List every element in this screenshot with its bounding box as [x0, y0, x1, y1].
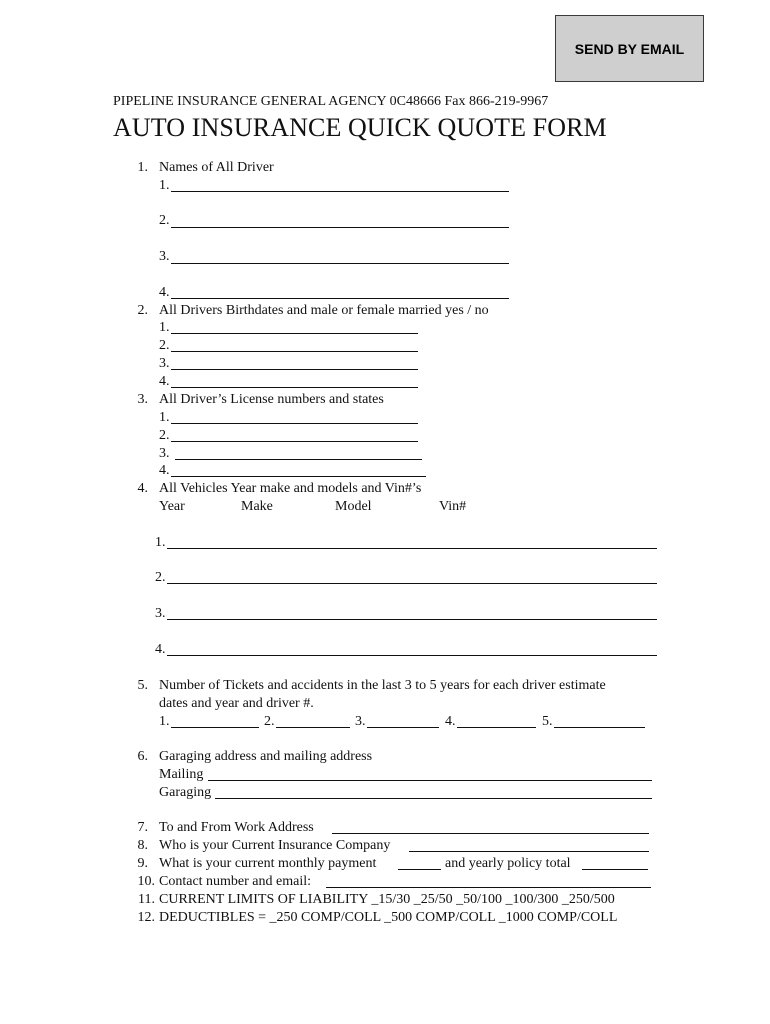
vehicle-field-3[interactable]: [167, 619, 657, 620]
item-label-yearly: and yearly policy total: [445, 856, 571, 871]
garaging-address-field[interactable]: [215, 798, 652, 799]
col-model: Model: [335, 499, 372, 514]
driver-name-field-2[interactable]: [171, 227, 509, 228]
vehicle-field-1[interactable]: [167, 548, 657, 549]
item-label-contact: Contact number and email:: [159, 874, 312, 889]
item-label-tickets-cont: dates and year and driver #.: [159, 696, 314, 711]
driver-name-label-2: 2.: [159, 213, 170, 228]
work-address-field[interactable]: [332, 833, 649, 834]
driver-name-field-1[interactable]: [171, 191, 509, 192]
license-field-1[interactable]: [171, 423, 418, 424]
license-label-4: 4.: [159, 463, 170, 478]
mailing-address-field[interactable]: [208, 780, 652, 781]
current-insurer-field[interactable]: [409, 851, 649, 852]
item-number: 8.: [137, 838, 148, 853]
vehicle-field-4[interactable]: [167, 655, 657, 656]
item-number: 11.: [138, 892, 155, 907]
item-number: 7.: [137, 820, 148, 835]
birthdate-field-3[interactable]: [171, 369, 418, 370]
item-label-address: Garaging address and mailing address: [159, 749, 373, 764]
ticket-label-1: 1.: [159, 714, 170, 729]
yearly-total-field[interactable]: [582, 869, 648, 870]
send-by-email-button[interactable]: SEND BY EMAIL: [555, 15, 704, 82]
license-label-3: 3.: [159, 446, 170, 461]
ticket-field-4[interactable]: [457, 727, 536, 728]
ticket-label-2: 2.: [264, 714, 275, 729]
mailing-label: Mailing: [159, 767, 204, 782]
item-label-vehicles: All Vehicles Year make and models and Vin#’s: [159, 481, 422, 496]
ticket-field-3[interactable]: [367, 727, 439, 728]
item-label-birthdates: All Drivers Birthdates and male or female married yes / no: [159, 303, 489, 318]
item-label-work-address: To and From Work Address: [159, 820, 314, 835]
item-label-tickets: Number of Tickets and accidents in the last 3 to 5 years for each driver estimate: [159, 678, 606, 693]
item-label-names: Names of All Driver: [159, 160, 274, 175]
birthdate-field-2[interactable]: [171, 351, 418, 352]
item-number: 4.: [137, 481, 148, 496]
item-number: 2.: [137, 303, 148, 318]
ticket-label-3: 3.: [355, 714, 366, 729]
item-label-license: All Driver’s License numbers and states: [159, 392, 384, 407]
driver-name-label-3: 3.: [159, 249, 170, 264]
vehicle-label-2: 2.: [155, 570, 166, 585]
item-number: 9.: [137, 856, 148, 871]
ticket-field-1[interactable]: [171, 727, 259, 728]
ticket-label-5: 5.: [542, 714, 553, 729]
birthdate-field-1[interactable]: [171, 333, 418, 334]
col-make: Make: [241, 499, 273, 514]
driver-name-label-4: 4.: [159, 285, 170, 300]
item-number: 5.: [137, 678, 148, 693]
birthdate-label-2: 2.: [159, 338, 170, 353]
ticket-label-4: 4.: [445, 714, 456, 729]
item-number: 12.: [137, 910, 155, 925]
monthly-payment-field[interactable]: [398, 869, 441, 870]
ticket-field-5[interactable]: [554, 727, 645, 728]
form-title: AUTO INSURANCE QUICK QUOTE FORM: [113, 113, 607, 142]
col-year: Year: [159, 499, 185, 514]
license-label-1: 1.: [159, 410, 170, 425]
item-label-liability: CURRENT LIMITS OF LIABILITY _15/30 _25/50 _50/100 _100/300 _250/500: [159, 892, 615, 907]
driver-name-label-1: 1.: [159, 178, 170, 193]
agency-line: PIPELINE INSURANCE GENERAL AGENCY 0C48666 Fax 866-219-9967: [113, 94, 549, 109]
vehicle-field-2[interactable]: [167, 583, 657, 584]
driver-name-field-3[interactable]: [171, 263, 509, 264]
vehicle-label-4: 4.: [155, 642, 166, 657]
item-label-insurer: Who is your Current Insurance Company: [159, 838, 391, 853]
contact-field[interactable]: [326, 887, 651, 888]
birthdate-label-4: 4.: [159, 374, 170, 389]
license-field-2[interactable]: [171, 441, 418, 442]
item-number: 1.: [137, 160, 148, 175]
license-label-2: 2.: [159, 428, 170, 443]
license-field-4[interactable]: [171, 476, 426, 477]
birthdate-field-4[interactable]: [171, 387, 418, 388]
birthdate-label-1: 1.: [159, 320, 170, 335]
vehicle-label-1: 1.: [155, 535, 166, 550]
ticket-field-2[interactable]: [276, 727, 350, 728]
item-number: 10.: [137, 874, 155, 889]
item-label-payment: What is your current monthly payment: [159, 856, 377, 871]
birthdate-label-3: 3.: [159, 356, 170, 371]
garaging-label: Garaging: [159, 785, 212, 800]
license-field-3[interactable]: [175, 459, 422, 460]
item-label-deductibles: DEDUCTIBLES = _250 COMP/COLL _500 COMP/COLL _1000 COMP/COLL: [159, 910, 618, 925]
col-vin: Vin#: [439, 499, 467, 514]
item-number: 3.: [137, 392, 148, 407]
item-number: 6.: [137, 749, 148, 764]
driver-name-field-4[interactable]: [171, 298, 509, 299]
vehicle-label-3: 3.: [155, 606, 166, 621]
